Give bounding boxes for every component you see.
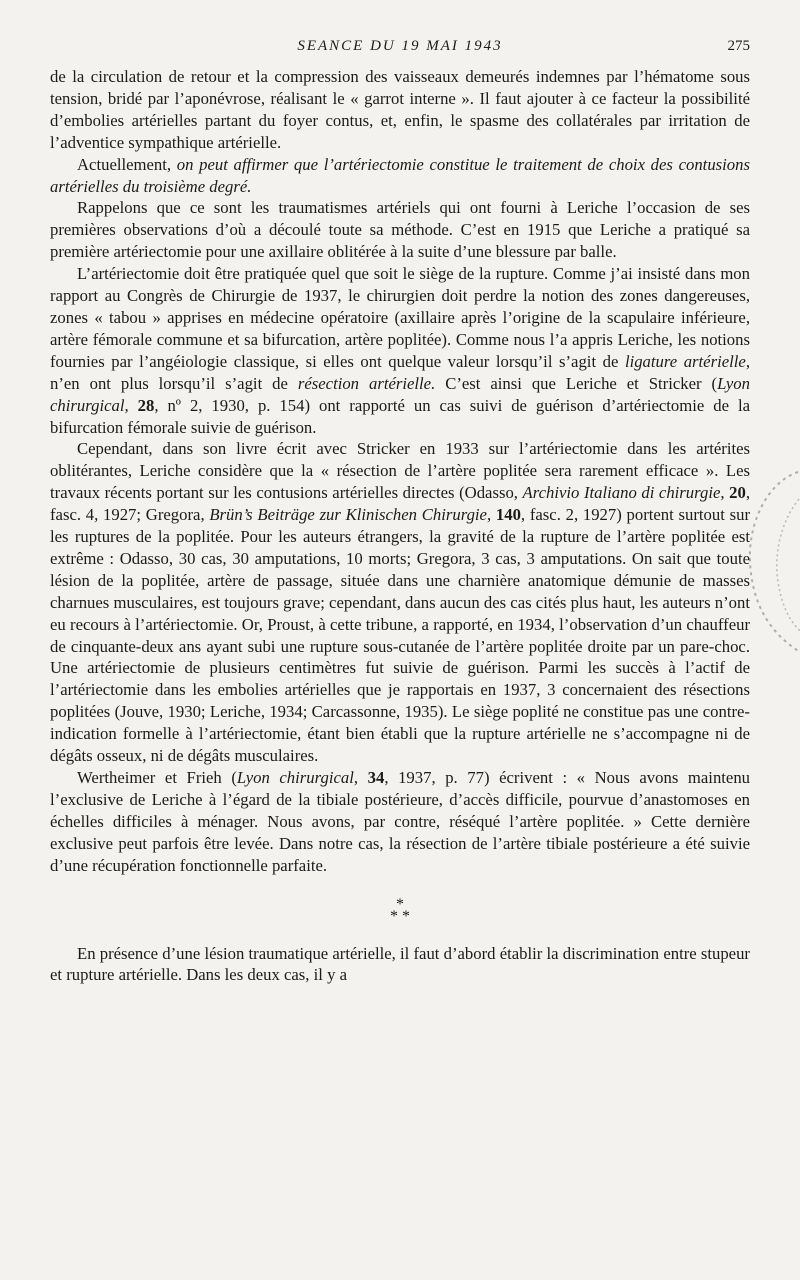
text-run: , xyxy=(353,768,368,787)
body-text-continued xyxy=(50,943,750,987)
asterism-top: * xyxy=(396,895,404,913)
italic-text: on peut affirmer que l’artériectomie constitue le traitement de choix des contusions artérielles du troisième degré. xyxy=(50,154,750,196)
text-run: C’est ainsi que Leriche et Stricker ( xyxy=(435,373,718,393)
italic-text: Brün’s Beiträge zur Klinischen Chirurgie xyxy=(209,505,487,525)
paragraph xyxy=(50,197,750,263)
text-run: Wertheimer et Frieh ( xyxy=(77,768,237,787)
paragraph xyxy=(50,66,750,154)
asterism-bottom: * * xyxy=(390,907,410,925)
paragraph xyxy=(50,263,750,438)
text-run: , xyxy=(124,395,138,415)
paragraph xyxy=(50,943,750,987)
italic-text: Archivio Italiano di chirurgie xyxy=(522,483,721,503)
text-run: Rappelons que ce sont les traumatismes artériels qui ont fourni à Leriche l’occasion de ses premières observations d’où a découlé toute sa méthode. C’est en 1915 que Leriche a pratiqué sa première artériectomie pour une axillaire oblitérée à la suite d’une blessure par balle. xyxy=(50,198,750,262)
bold-text: 140 xyxy=(495,505,521,525)
text-run: En présence d’une lésion traumatique artérielle, il faut d’abord établir la discrimination entre stupeur et rupture artérielle. Dans les deux cas, il y a xyxy=(50,943,750,985)
text-run: Cependant, dans son livre écrit avec Stricker en 1933 sur l’artériectomie dans les artérites oblitérantes, Leriche considère que la « résection de l’artère poplitée sera rarement efficace ». Les travaux récents portant sur les contusions artérielles directes (Odasso, xyxy=(50,439,750,503)
bold-text: 34 xyxy=(367,768,385,787)
running-title: SEANCE DU 19 MAI 1943 xyxy=(297,38,503,54)
text-run: , xyxy=(486,505,496,525)
library-stamp-mark xyxy=(728,462,800,662)
text-run: , fasc. 2, 1927) portent surtout sur les ruptures de la poplitée. Pour les auteurs étrangers, la gravité de la rupture de l’artère poplitée est extrême : Odasso, 30 cas, 30 amputations, 10 morts; Gregora, 3 cas, 3 amputations. On sait que toute lésion de la poplitée, artère de passage, située dans une charnière anatomique démunie de masses charnues musculaires, est toujours grave; cependant, dans aucun des cas cités plus haut, les auteurs n’ont eu recours à l’artériectomie. Or, Proust, à cette tribune, a rapporté, en 1934, l’observation d’un chauffeur de cinquante-deux ans ayant subi une rupture sous-cutanée de l’artère poplitée droite par un pare-choc. Une artériectomie de plusieurs centimètres fut suivie de guérison. Parmi les succès à l’actif de l’artériectomie dans les embolies artérielles que je rapportais en 1937, 3 concernaient des résections poplitées (Jouve, 1930; Leriche, 1934; Carcassonne, 1935). Le siège poplité ne constitue pas une contre-indication formelle à l’artériectomie, étant bien établi que la rupture artérielle ne s’accompagne ni de dégâts osseux, ni de dégâts musculaires. xyxy=(50,505,751,766)
page-number: 275 xyxy=(727,38,750,54)
text-run: , xyxy=(720,483,730,503)
paragraph xyxy=(50,154,750,198)
text-run: , nº 2, 1930, p. 154) ont rapporté un cas suivi de guérison d’artériectomie de la bifurcation fémorale suivie de guérison. xyxy=(50,395,751,437)
paragraph xyxy=(50,767,750,877)
italic-text: résection artérielle. xyxy=(297,373,436,393)
running-head xyxy=(50,38,750,66)
paragraph xyxy=(50,438,750,767)
body-text xyxy=(50,66,750,877)
bold-text: 20 xyxy=(729,483,746,503)
text-run: , fasc. 4, 1927; Gregora, xyxy=(50,483,751,525)
asterism-separator xyxy=(50,895,750,925)
text-run: de la circulation de retour et la compression des vaisseaux demeurés indemnes par l’hématome sous tension, bridé par l’aponévrose, réalisant le « garrot interne ». Il faut ajouter à ce facteur la possibilité d’embolies artérielles partant du foyer contus, et, enfin, le spasme des collatérales par irritation de l’adventice sympathique artérielle. xyxy=(50,67,750,152)
italic-text: Lyon chirurgical xyxy=(236,768,354,787)
text-run: , n’en ont plus lorsqu’il s’agit de xyxy=(50,351,750,393)
italic-text: ligature artérielle xyxy=(624,351,746,371)
text-run: L’artériectomie doit être pratiquée quel que soit le siège de la rupture. Comme j’ai insisté dans mon rapport au Congrès de Chirurgie de 1937, le chirurgien doit perdre la notion des zones dangereuses, zones « tabou » apprises en médecine opératoire (axillaire après l’origine de la scapulaire inférieure, artère fémorale commune et sa bifurcation, artère poplitée). Comme nous l’a appris Leriche, les notions fournies par l’angéiologie classique, si elles ont quelque valeur lorsqu’il s’agit de xyxy=(50,264,750,371)
text-run: , 1937, p. 77) écrivent : « Nous avons maintenu l’exclusive de Leriche à l’égard de la tibiale postérieure, d’accès difficile, pourvue d’anastomoses en échelles difficiles à ménager. Nous avons, par contre, réséqué l’artère poplitée. » Cette dernière exclusive peut parfois être levée. Dans notre cas, la résection de l’artère tibiale postérieure a été suivie d’une récupération fonctionnelle parfaite. xyxy=(50,768,751,875)
italic-text: Lyon chirurgical xyxy=(50,373,750,415)
text-run: Actuellement, xyxy=(77,154,177,174)
bold-text: 28 xyxy=(137,395,155,415)
document-page xyxy=(50,38,750,986)
